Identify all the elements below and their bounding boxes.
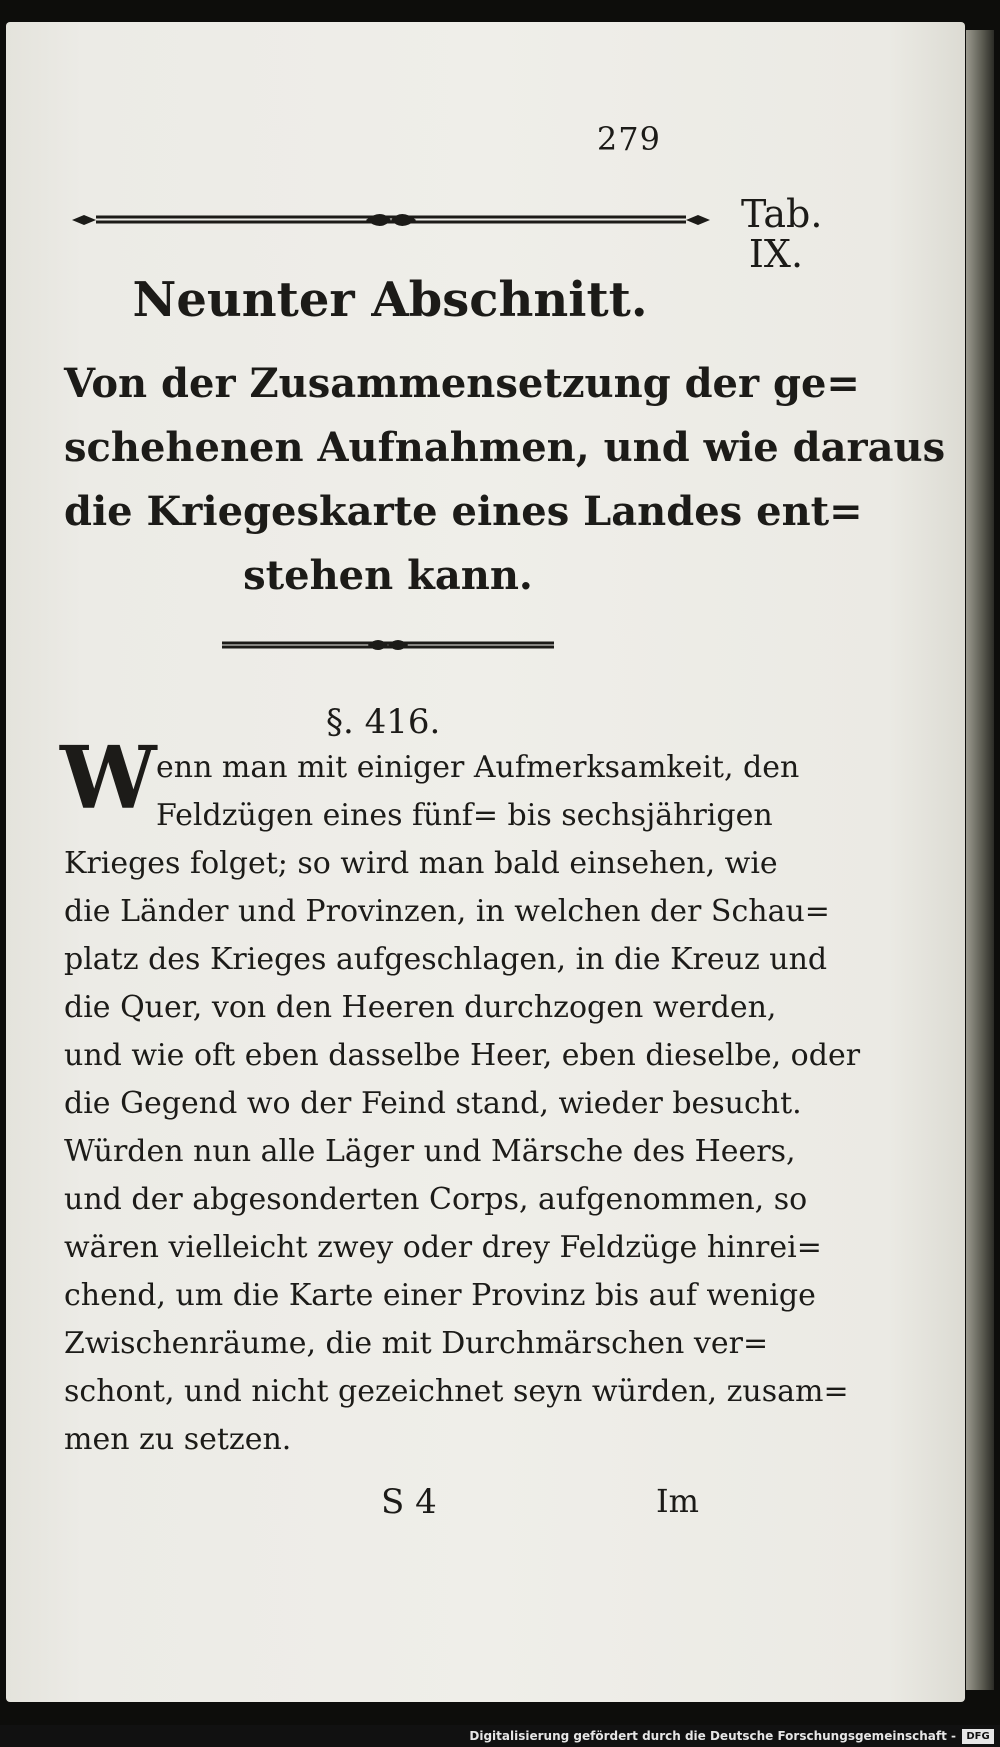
dfg-logo: DFG — [962, 1729, 994, 1744]
subtitle-line: Von der Zusammensetzung der ge= — [64, 360, 860, 407]
body-line: schont, und nicht gezeichnet seyn würden, zusam= — [64, 1374, 849, 1409]
book-page — [6, 22, 965, 1702]
signature-mark: S 4 — [381, 1482, 437, 1522]
section-ornament-rule — [218, 636, 558, 654]
body-line: die Gegend wo der Feind stand, wieder besucht. — [64, 1086, 802, 1121]
body-line: Feldzügen eines fünf= bis sechsjährigen — [156, 798, 773, 833]
body-line: Krieges folget; so wird man bald einsehen, wie — [64, 846, 778, 881]
book-edge — [966, 30, 994, 1690]
chapter-title: Neunter Abschnitt. — [132, 272, 648, 328]
funding-credit: Digitalisierung gefördert durch die Deutsche Forschungsgemeinschaft - — [469, 1729, 956, 1743]
body-line: chend, um die Karte einer Provinz bis auf wenige — [64, 1278, 816, 1313]
margin-note-line: IX. — [748, 232, 804, 276]
body-line: die Quer, von den Heeren durchzogen werden, — [64, 990, 777, 1025]
body-line: wären vielleicht zwey oder drey Feldzüge hinrei= — [64, 1230, 822, 1265]
subtitle-line: schehenen Aufnahmen, und wie daraus — [64, 424, 946, 471]
catchword: Im — [656, 1482, 699, 1520]
drop-cap: W — [60, 728, 157, 829]
body-line: die Länder und Provinzen, in welchen der Schau= — [64, 894, 830, 929]
body-line: Zwischenräume, die mit Durchmärschen ver= — [64, 1326, 769, 1361]
subtitle-line: die Kriegeskarte eines Landes ent= — [64, 488, 863, 535]
body-line: platz des Krieges aufgeschlagen, in die Kreuz und — [64, 942, 828, 977]
margin-note-line: Tab. — [741, 192, 823, 236]
body-line: enn man mit einiger Aufmerksamkeit, den — [156, 750, 800, 785]
body-line: und wie oft eben dasselbe Heer, eben dieselbe, oder — [64, 1038, 861, 1073]
credit-bar — [0, 1725, 1000, 1747]
margin-note — [741, 192, 823, 276]
subtitle-line: stehen kann. — [243, 552, 533, 599]
page-number: 279 — [596, 120, 661, 158]
body-line: men zu setzen. — [64, 1422, 292, 1457]
section-number: §. 416. — [326, 702, 441, 742]
body-line: Würden nun alle Läger und Märsche des Heers, — [64, 1134, 796, 1169]
top-ornament-rule — [66, 210, 716, 230]
body-line: und der abgesonderten Corps, aufgenommen, so — [64, 1182, 808, 1217]
